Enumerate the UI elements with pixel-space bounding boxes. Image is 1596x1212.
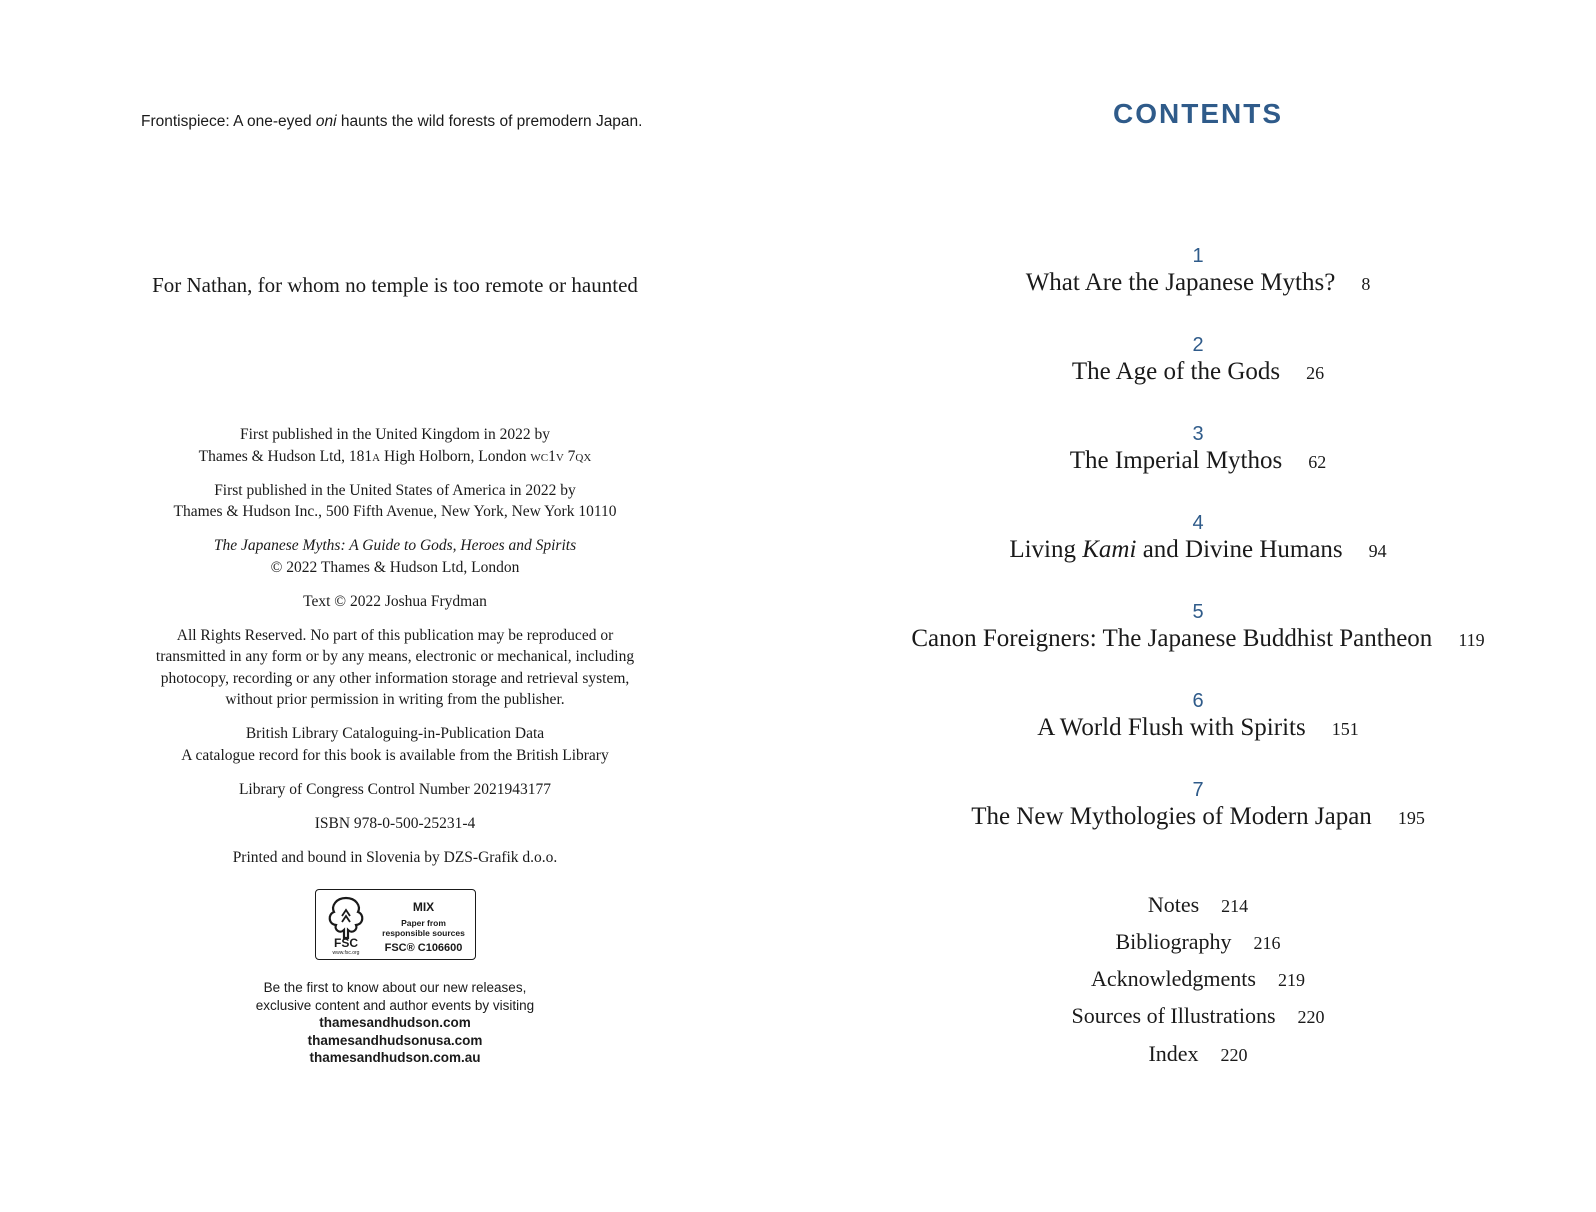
us-publication: First published in the United States of America in 2022 by Thames & Hudson Inc., 500 Fifth Avenue, New York, New York 10110: [173, 481, 617, 520]
toc-backmatter-acknowledgments: Acknowledgments 219: [1091, 966, 1305, 991]
fsc-code: FSC® C106600: [384, 942, 463, 954]
chapter-title: What Are the Japanese Myths?: [1025, 269, 1336, 296]
chapter-title: Living Kami and Divine Humans: [1009, 536, 1343, 563]
promo-url-au: thamesandhudson.com.au: [309, 1050, 481, 1065]
book-copyright: The Japanese Myths: A Guide to Gods, Heroes and Spirits © 2022 Thames & Hudson Ltd, London: [213, 537, 577, 576]
fsc-tree-icon: [322, 894, 370, 956]
chapter-page: 26: [1306, 363, 1325, 383]
copyright-imprint: [100, 424, 690, 881]
chapter-title: The Imperial Mythos: [1069, 447, 1283, 474]
toc-chapter-1: [800, 244, 1596, 298]
chapter-number: 7: [1192, 779, 1204, 801]
chapter-page: 94: [1368, 541, 1387, 561]
chapter-number: 2: [1192, 334, 1204, 356]
chapter-title: The Age of the Gods: [1071, 358, 1281, 385]
chapter-page: 195: [1397, 808, 1425, 828]
loc-number: Library of Congress Control Number 2021943177: [238, 780, 552, 798]
toc-chapter-3: [800, 422, 1596, 476]
toc-chapter-7: [800, 778, 1596, 832]
frontispiece-prefix: Frontispiece: A one-eyed: [141, 113, 316, 130]
uk-publication: First published in the United Kingdom in 2022 by Thames & Hudson Ltd, 181a High Holborn, London wc1v 7qx: [198, 426, 592, 465]
text-copyright: Text © 2022 Joshua Frydman: [303, 592, 487, 610]
chapter-number: 1: [1192, 245, 1204, 267]
toc-backmatter-index: Index 220: [1148, 1041, 1248, 1066]
chapter-title: The New Mythologies of Modern Japan: [971, 803, 1372, 830]
frontispiece-caption: [141, 113, 781, 131]
isbn: ISBN 978-0-500-25231-4: [314, 814, 476, 832]
rights-statement: All Rights Reserved. No part of this publication may be reproduced or transmitted in any form or by any means, electronic or mechanical, including photocopy, recording or any other information storage and retrieval system, without prior permission in writing from the publisher.: [155, 626, 635, 708]
chapter-page: 119: [1458, 630, 1485, 650]
promo-url-uk: thamesandhudson.com: [319, 1015, 471, 1030]
chapter-page: 62: [1308, 452, 1327, 472]
fsc-brand: FSC: [334, 936, 358, 950]
frontispiece-oni: oni: [315, 113, 337, 130]
left-page: [0, 0, 790, 1212]
fsc-paper-label: Paper from responsible sources: [382, 918, 465, 938]
frontispiece-suffix: haunts the wild forests of premodern Japan.: [336, 113, 643, 130]
toc-backmatter-notes: Notes 214: [1147, 892, 1249, 917]
chapter-title: Canon Foreigners: The Japanese Buddhist Pantheon: [911, 625, 1433, 652]
promo-url-us: thamesandhudsonusa.com: [307, 1032, 483, 1048]
toc-chapter-4: [800, 511, 1596, 565]
chapter-page: 151: [1331, 719, 1359, 739]
contents-heading: CONTENTS: [1113, 98, 1283, 129]
toc-chapter-2: [800, 333, 1596, 387]
chapter-number: 3: [1192, 423, 1204, 445]
chapter-page: 8: [1361, 274, 1371, 294]
toc-chapter-5: [800, 600, 1596, 654]
dedication: For Nathan, for whom no temple is too remote or haunted: [152, 273, 638, 297]
fsc-site: www.fsc.org: [332, 950, 360, 956]
british-library-data: British Library Cataloguing-in-Publication Data A catalogue record for this book is available from the British Library: [181, 725, 609, 764]
toc-backmatter-sources: Sources of Illustrations 220: [1071, 1003, 1325, 1028]
chapter-number: 5: [1192, 601, 1204, 623]
chapter-title: A World Flush with Spirits: [1037, 714, 1306, 741]
right-page: [800, 0, 1596, 1212]
chapter-number: 4: [1192, 512, 1204, 534]
toc-backmatter-bibliography: Bibliography 216: [1115, 929, 1281, 954]
fsc-logo: [315, 889, 476, 960]
publisher-promo: Be the first to know about our new releases, exclusive content and author events by visiting thamesandhudson.com thamesandhudsonusa.com thamesandhudson.com.au: [195, 979, 595, 1067]
toc-chapter-6: [800, 689, 1596, 743]
printer: Printed and bound in Slovenia by DZS-Grafik d.o.o.: [232, 848, 558, 866]
fsc-mix-label: MIX: [412, 900, 435, 914]
chapter-number: 6: [1192, 690, 1204, 712]
